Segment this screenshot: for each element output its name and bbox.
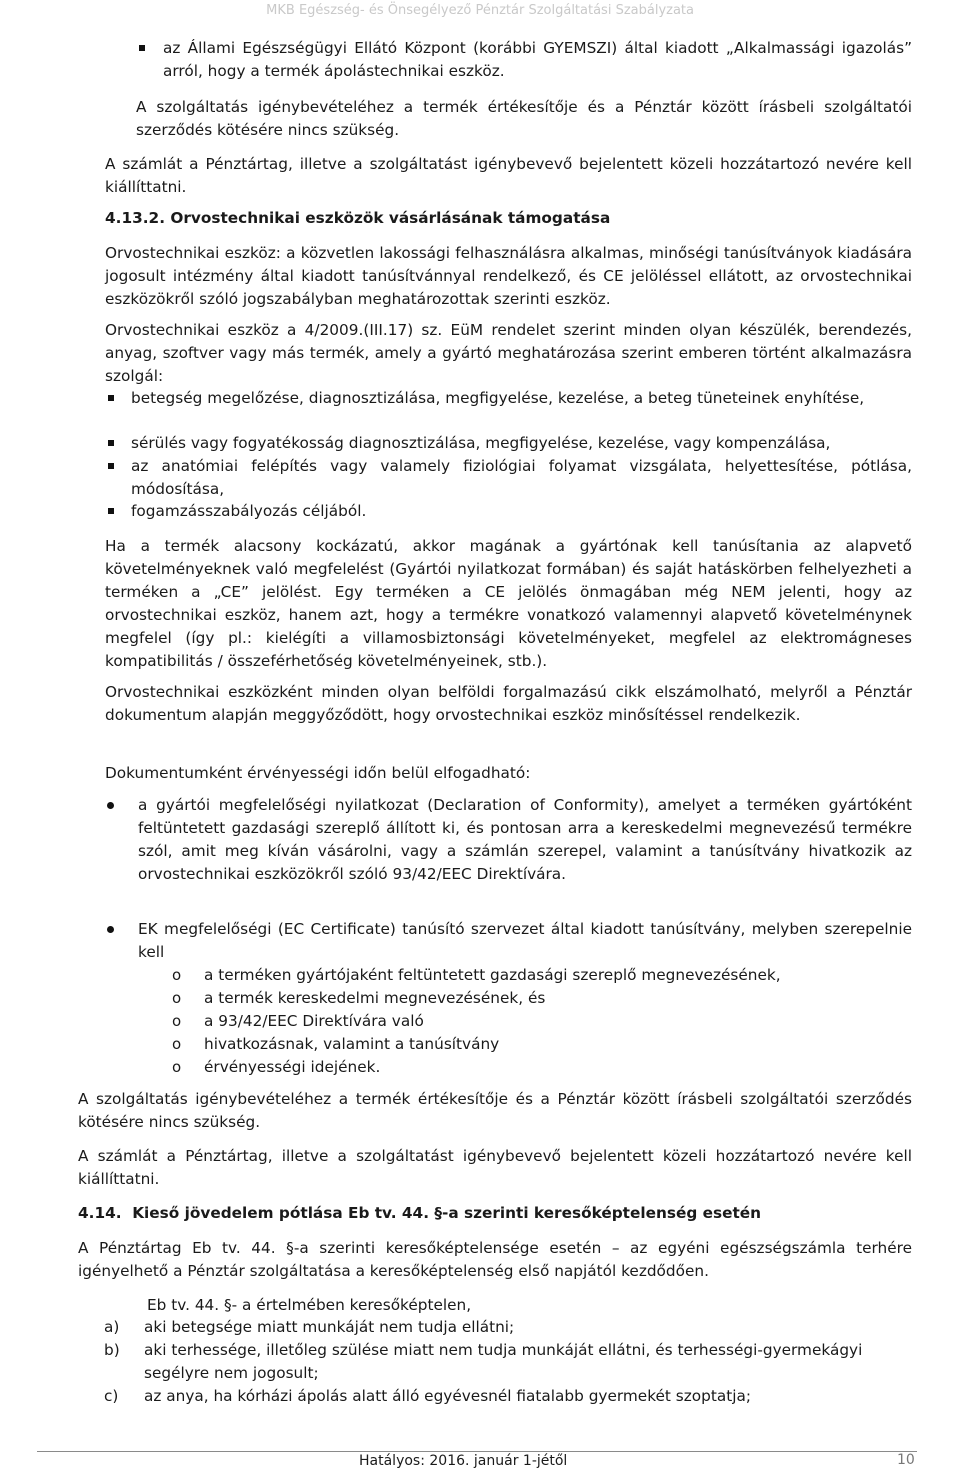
square-bullet-icon	[108, 440, 114, 446]
closing-paragraph: A számlát a Pénztártag, illetve a szolgáltatást igénybevevő bejelentett közeli hozzátartozó nevére kell kiállíttatni.	[78, 1147, 912, 1188]
intro-paragraph: A számlát a Pénztártag, illetve a szolgáltatást igénybevevő bejelentett közeli hozzátartozó nevére kell kiállíttatni.	[105, 155, 912, 196]
list-marker: a)	[104, 1318, 120, 1336]
circle-bullet-icon: o	[172, 1035, 182, 1053]
list-item: aki terhessége, illetőleg szülése miatt nem tudja munkáját ellátni, és terhességi-gyermekágyi segélyre nem jogosult;	[144, 1341, 863, 1382]
list-item: az anya, ha kórházi ápolás alatt álló egyévesnél fiatalabb gyermekét szoptatja;	[144, 1387, 751, 1405]
sub-item: hivatkozásnak, valamint a tanúsítvány	[204, 1035, 500, 1053]
list-item: aki betegsége miatt munkáját nem tudja ellátni;	[144, 1318, 515, 1336]
document-header: MKB Egészség- és Önsegélyező Pénztár Szolgáltatási Szabályzata	[266, 3, 694, 18]
effective-date: Hatályos: 2016. január 1-jétől	[359, 1453, 568, 1469]
purpose-item: sérülés vagy fogyatékosság diagnosztizálása, megfigyelése, kezelése, vagy kompenzálása,	[131, 434, 831, 452]
round-bullet-icon	[107, 802, 114, 809]
circle-bullet-icon: o	[172, 1012, 182, 1030]
accountable-paragraph: Orvostechnikai eszközként minden olyan belföldi forgalmazású cikk elszámolható, melyről a Pénztár dokumentum alapján meggyőződött, hogy orvostechnikai eszköz minősítéssel rendelkezik.	[105, 683, 912, 724]
circle-bullet-icon: o	[172, 989, 182, 1007]
purpose-item: az anatómiai felépítés vagy valamely fiziológiai folyamat vizsgálata, helyettesítése, pótlása, módosítása,	[131, 457, 912, 498]
section-heading-4-14: 4.14. Kieső jövedelem pótlása Eb tv. 44. §-a szerinti keresőképtelenség esetén	[78, 1204, 762, 1222]
square-bullet-icon	[139, 45, 145, 51]
circle-bullet-icon: o	[172, 966, 182, 984]
section-4-14-paragraph: A Pénztártag Eb tv. 44. §-a szerinti keresőképtelensége esetén – az egyéni egészségszámla terhére igényelhető a Pénztár szolgáltatása a keresőképtelenség első napjától kezdődően.	[78, 1239, 912, 1280]
square-bullet-icon	[108, 463, 114, 469]
regulation-paragraph: Orvostechnikai eszköz a 4/2009.(III.17) sz. EüM rendelet szerint minden olyan készülék, berendezés, anyag, szoftver vagy más termék, amely a gyártó meghatározása szerint emberen történt alkalmazásra szolgál:	[105, 321, 912, 385]
documents-intro: Dokumentumként érvényességi időn belül elfogadható:	[105, 764, 531, 782]
closing-paragraph: A szolgáltatás igénybevételéhez a termék értékesítője és a Pénztár között írásbeli szolgáltatói szerződés kötésére nincs szükség.	[78, 1090, 912, 1131]
definition-paragraph: Orvostechnikai eszköz: a közvetlen lakossági felhasználásra alkalmas, minőségi tanúsítványok kiadására jogosult intézmény által kiadott tanúsítvánnyal rendelkező, és CE jelöléssel ellátott, az orvostechnikai eszközökről szóló jogszabályban meghatározottak szerinti eszköz.	[105, 244, 912, 308]
sub-item: a terméken gyártójaként feltüntetett gazdasági szereplő megnevezésének,	[204, 966, 781, 984]
purpose-item: fogamzásszabályozás céljából.	[131, 502, 367, 520]
document-item: a gyártói megfelelőségi nyilatkozat (Declaration of Conformity), amelyet a terméken gyártóként feltüntetett gazdasági szereplő állított ki, és pontosan arra a kereskedelmi megnevezésű termékre szól, amit meg kíván vásárolni, vagy a számlán szerepel, valamint a tanúsítvány hivatkozik az orvostechnikai eszközökről szóló 93/42/EEC Direktívára.	[138, 796, 912, 883]
circle-bullet-icon: o	[172, 1058, 182, 1076]
square-bullet-icon	[108, 508, 114, 514]
sub-item: a termék kereskedelmi megnevezésének, és	[204, 989, 546, 1007]
round-bullet-icon	[107, 926, 114, 933]
document-item: EK megfelelőségi (EC Certificate) tanúsító szervezet által kiadott tanúsítvány, melyben szerepelnie kell	[138, 920, 912, 961]
section-heading-4-13-2: 4.13.2. Orvostechnikai eszközök vásárlásának támogatása	[105, 209, 611, 227]
purpose-item: betegség megelőzése, diagnosztizálása, megfigyelése, kezelése, a beteg tüneteinek enyhítése,	[131, 389, 865, 407]
square-bullet-icon	[108, 395, 114, 401]
sub-item: a 93/42/EEC Direktívára való	[204, 1012, 424, 1030]
list-marker: b)	[104, 1341, 120, 1359]
intro-paragraph: A szolgáltatás igénybevételéhez a termék értékesítője és a Pénztár között írásbeli szolgáltatói szerződés kötésére nincs szükség.	[136, 98, 912, 139]
intro-bullet-text: az Állami Egészségügyi Ellátó Központ (korábbi GYEMSZI) által kiadott „Alkalmassági igazolás” arról, hogy a termék ápolástechnikai eszköz.	[163, 39, 912, 80]
sub-item: érvényességi idejének.	[204, 1058, 381, 1076]
page-number: 10	[897, 1452, 915, 1468]
list-marker: c)	[104, 1387, 119, 1405]
definition-intro: Eb tv. 44. §- a értelmében keresőképtelen,	[147, 1296, 472, 1314]
low-risk-paragraph: Ha a termék alacsony kockázatú, akkor magának a gyártónak kell tanúsítania az alapvető követelményeknek való megfelelést (Gyártói nyilatkozat formában) és saját hatáskörben felhelyezheti a terméken a „CE” jelölést. Egy terméken a CE jelölés önmagában még NEM jelenti, hogy az orvostechnikai eszköz, hanem azt, hogy a termékre vonatkozó valamennyi alapvető követelménynek megfelel (így pl.: kielégíti a villamosbiztonsági követelményeket, megfelel az elektromágneses kompatibilitás / összeférhetőség követelményeinek, stb.).	[105, 537, 912, 670]
